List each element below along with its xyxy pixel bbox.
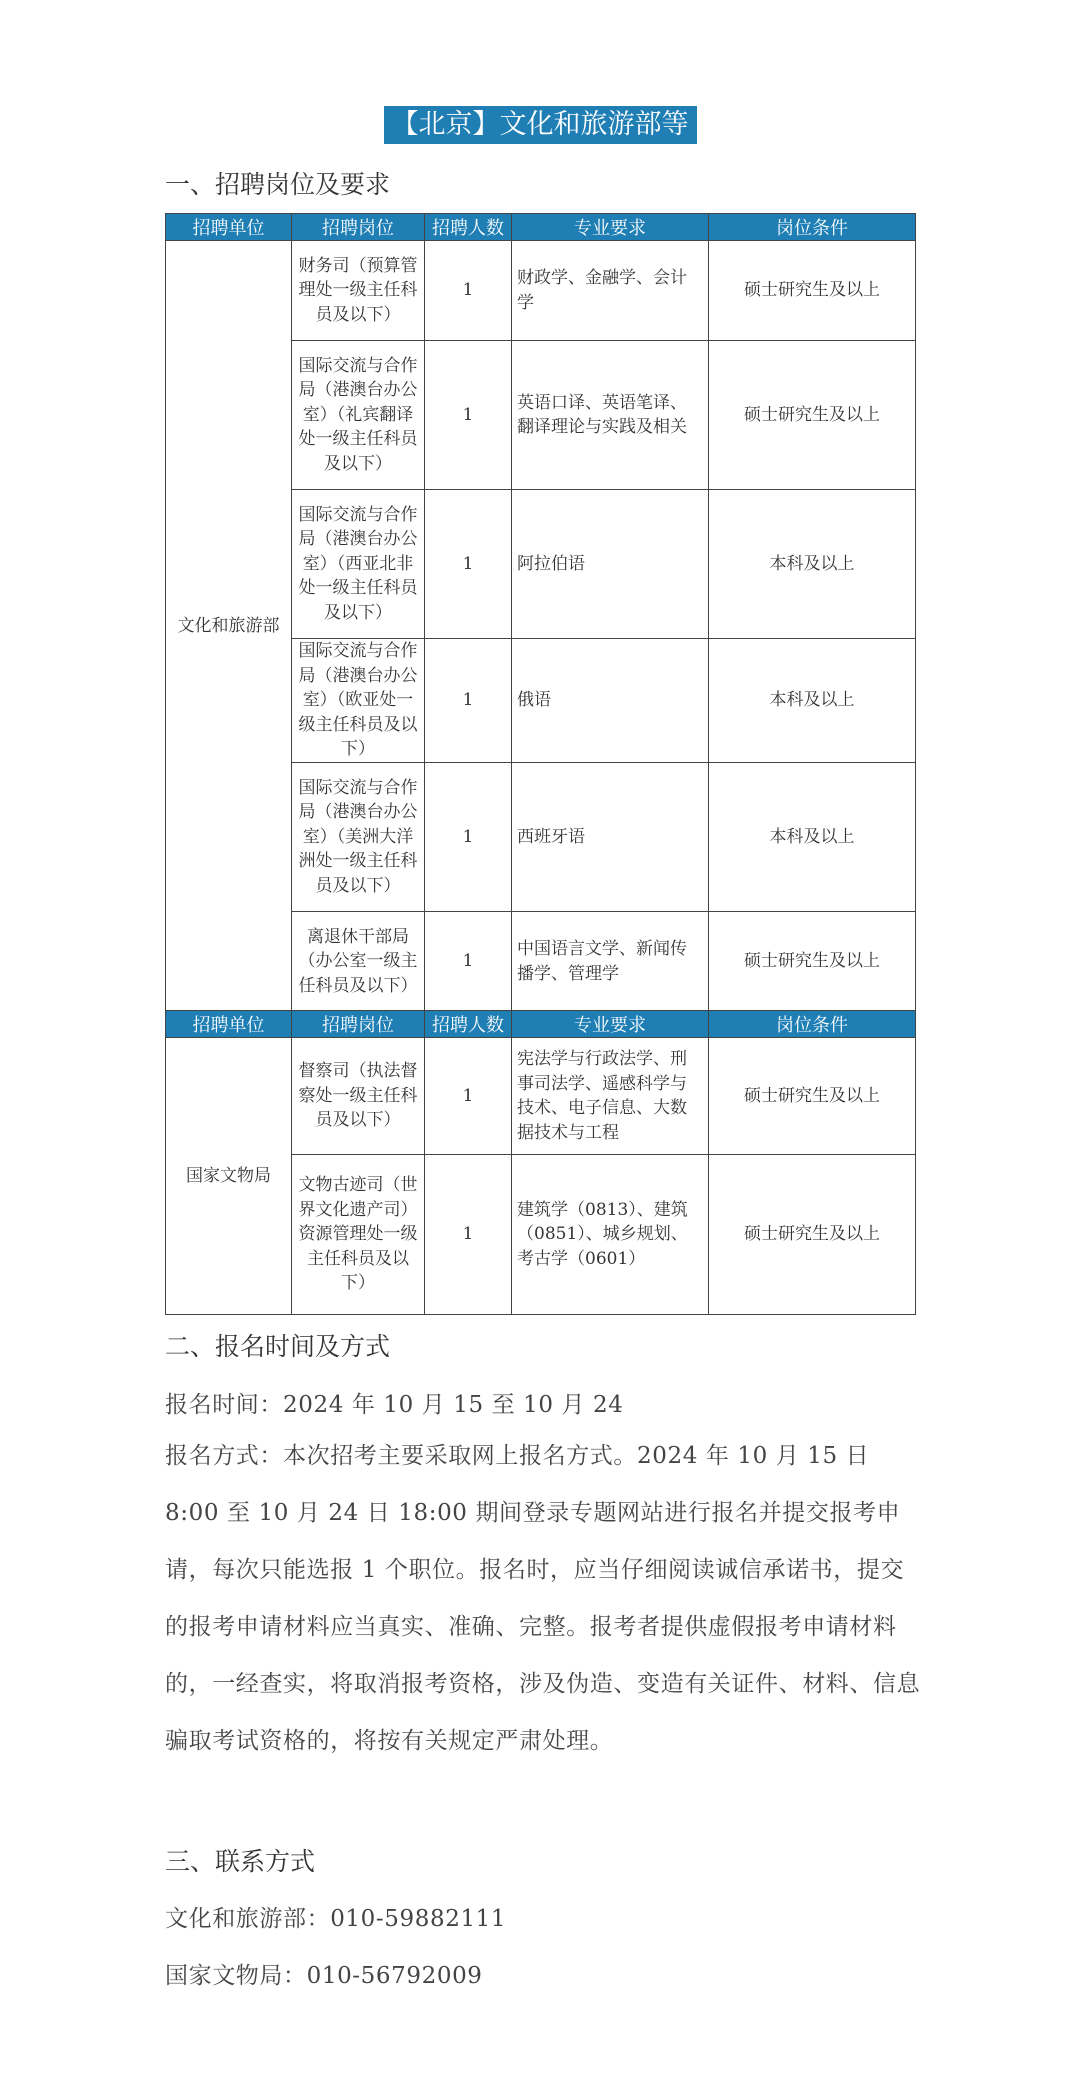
major-cell: 建筑学（0813）、建筑（0851）、城乡规划、考古学（0601） bbox=[512, 1155, 709, 1315]
header-position: 招聘岗位 bbox=[292, 214, 425, 241]
position-cell: 离退休干部局（办公室一级主任科员及以下） bbox=[292, 912, 425, 1012]
position-cell: 国际交流与合作局（港澳台办公室）（西亚北非处一级主任科员及以下） bbox=[292, 490, 425, 639]
position-cell: 督察司（执法督察处一级主任科员及以下） bbox=[292, 1038, 425, 1155]
condition-cell: 硕士研究生及以上 bbox=[709, 241, 916, 341]
major-cell: 俄语 bbox=[512, 639, 709, 763]
condition-cell: 本科及以上 bbox=[709, 639, 916, 763]
major-cell: 阿拉伯语 bbox=[512, 490, 709, 639]
major-cell: 宪法学与行政法学、刑事司法学、遥感科学与技术、电子信息、大数据技术与工程 bbox=[512, 1038, 709, 1155]
count-cell: 1 bbox=[425, 763, 512, 912]
position-cell: 国际交流与合作局（港澳台办公室）（美洲大洋洲处一级主任科员及以下） bbox=[292, 763, 425, 912]
table-header-row bbox=[166, 214, 916, 241]
position-cell: 文物古迹司（世界文化遗产司）资源管理处一级主任科员及以下） bbox=[292, 1155, 425, 1315]
major-cell: 中国语言文学、新闻传播学、管理学 bbox=[512, 912, 709, 1012]
major-cell: 西班牙语 bbox=[512, 763, 709, 912]
registration-method: 报名方式：本次招考主要采取网上报名方式。2024 年 10 月 15 日 8:00 至 10 月 24 日 18:00 期间登录专题网站进行报名并提交报考申请，每次只能选报 1 个职位。报名时，应当仔细阅读诚信承诺书，提交的报考申请材料应当真实、准确、完整。报考者提供虚假报考申请材料的，一经查实，将取消报考资格，涉及伪造、变造有关证件、材料、信息骗取考试资格的，将按有关规定严肃处理。 bbox=[165, 1443, 921, 1754]
count-cell: 1 bbox=[425, 341, 512, 490]
major-cell: 财政学、金融学、会计学 bbox=[512, 241, 709, 341]
header-major: 专业要求 bbox=[512, 214, 709, 241]
count-cell: 1 bbox=[425, 639, 512, 763]
condition-cell: 本科及以上 bbox=[709, 763, 916, 912]
position-cell: 国际交流与合作局（港澳台办公室）（礼宾翻译处一级主任科员及以下） bbox=[292, 341, 425, 490]
header-count: 招聘人数 bbox=[425, 1011, 512, 1038]
table-header-row bbox=[166, 1011, 916, 1038]
condition-cell: 硕士研究生及以上 bbox=[709, 1038, 916, 1155]
section1-heading: 一、招聘岗位及要求 bbox=[165, 170, 391, 199]
count-cell: 1 bbox=[425, 912, 512, 1012]
unit-cell: 国家文物局 bbox=[166, 1038, 292, 1315]
title-wrap bbox=[0, 106, 1080, 144]
jobs-table-1 bbox=[165, 213, 916, 1012]
count-cell: 1 bbox=[425, 241, 512, 341]
position-cell: 国际交流与合作局（港澳台办公室）（欧亚处一级主任科员及以下） bbox=[292, 639, 425, 763]
major-cell: 英语口译、英语笔译、翻译理论与实践及相关 bbox=[512, 341, 709, 490]
unit-cell: 文化和旅游部 bbox=[166, 241, 292, 1012]
page-title: 【北京】文化和旅游部等 bbox=[384, 106, 697, 144]
contact-ministry: 文化和旅游部：010-59882111 bbox=[165, 1906, 507, 1932]
jobs-table-2 bbox=[165, 1010, 916, 1315]
condition-cell: 硕士研究生及以上 bbox=[709, 1155, 916, 1315]
position-cell: 财务司（预算管理处一级主任科员及以下） bbox=[292, 241, 425, 341]
header-major: 专业要求 bbox=[512, 1011, 709, 1038]
count-cell: 1 bbox=[425, 1038, 512, 1155]
header-condition: 岗位条件 bbox=[709, 1011, 916, 1038]
header-condition: 岗位条件 bbox=[709, 214, 916, 241]
section3-heading: 三、联系方式 bbox=[165, 1847, 316, 1876]
header-position: 招聘岗位 bbox=[292, 1011, 425, 1038]
registration-time: 报名时间：2024 年 10 月 15 至 10 月 24 bbox=[165, 1392, 624, 1418]
condition-cell: 硕士研究生及以上 bbox=[709, 341, 916, 490]
section2-heading: 二、报名时间及方式 bbox=[165, 1332, 391, 1361]
count-cell: 1 bbox=[425, 490, 512, 639]
condition-cell: 硕士研究生及以上 bbox=[709, 912, 916, 1012]
header-count: 招聘人数 bbox=[425, 214, 512, 241]
header-unit: 招聘单位 bbox=[166, 1011, 292, 1038]
table-row bbox=[166, 1038, 916, 1155]
table-row bbox=[166, 241, 916, 341]
header-unit: 招聘单位 bbox=[166, 214, 292, 241]
condition-cell: 本科及以上 bbox=[709, 490, 916, 639]
contact-heritage: 国家文物局：010-56792009 bbox=[165, 1963, 483, 1989]
count-cell: 1 bbox=[425, 1155, 512, 1315]
